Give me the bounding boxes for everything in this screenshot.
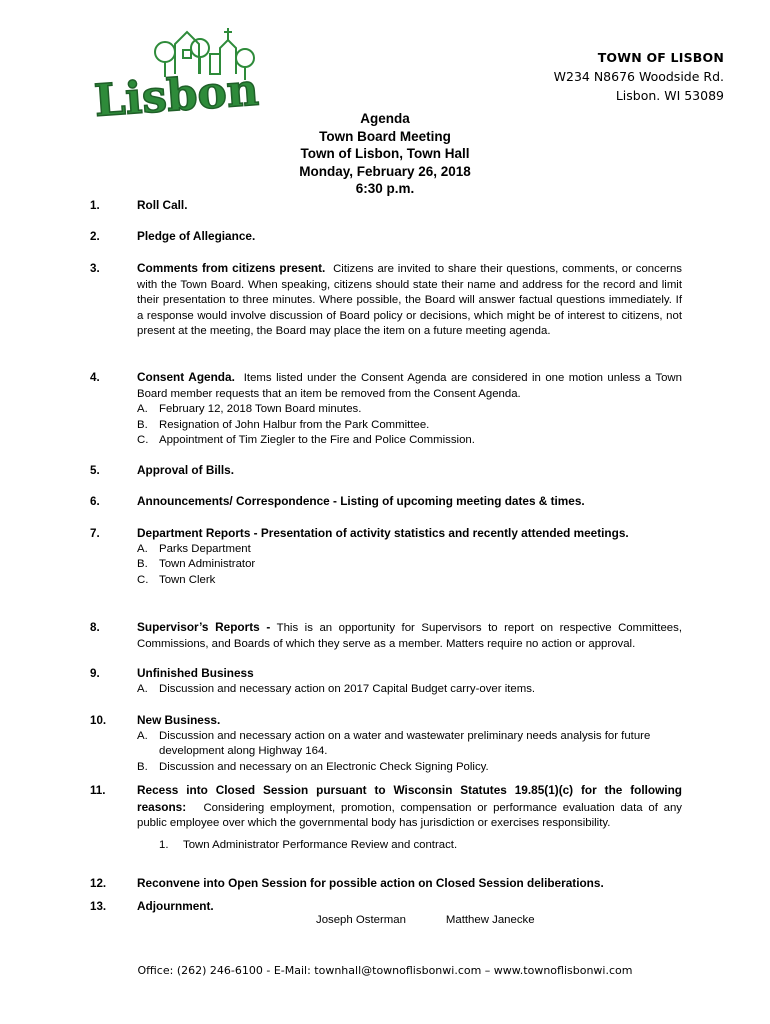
sub-item bbox=[137, 573, 682, 589]
item-heading: Recess into Closed Session pursuant to Wisconsin Statutes 19.85(1)(c) for the following reasons: bbox=[137, 783, 682, 814]
item-heading: Roll Call. bbox=[137, 198, 188, 212]
sub-item-label: B. bbox=[137, 418, 148, 431]
sub-item-label: B. bbox=[137, 760, 148, 773]
sub-item bbox=[137, 729, 682, 760]
sub-item bbox=[137, 760, 682, 776]
sub-item-label: B. bbox=[137, 558, 148, 571]
page-footer: Office: (262) 246-6100 - E-Mail: townhall@townoflisbonwi.com – www.townoflisbonwi.com bbox=[137, 964, 633, 977]
sub-item-label: C. bbox=[137, 573, 149, 586]
agenda-item-10 bbox=[90, 713, 682, 775]
item-heading: Reconvene into Open Session for possible action on Closed Session deliberations. bbox=[137, 876, 604, 890]
meeting-time: 6:30 p.m. bbox=[355, 181, 415, 196]
sub-item-label: A. bbox=[137, 542, 148, 555]
signature-block bbox=[316, 914, 535, 926]
agenda-item-9 bbox=[90, 666, 682, 697]
numbered-sub-item bbox=[137, 838, 682, 854]
item-number: 13. bbox=[90, 900, 107, 913]
sub-item-text: Town Administrator bbox=[159, 558, 256, 571]
sub-item-text: Resignation of John Halbur from the Park Committee. bbox=[159, 418, 430, 431]
item-heading: Comments from citizens present. bbox=[137, 261, 326, 275]
agenda-item-12 bbox=[90, 876, 682, 893]
item-text: Considering employment, promotion, compensation or performance evaluation data of any public employee over which the governmental body has jurisdiction or exercises responsibility. bbox=[137, 801, 682, 830]
item-number: 3. bbox=[90, 262, 100, 275]
agenda-item-6 bbox=[90, 494, 682, 511]
agenda-item-11 bbox=[90, 783, 682, 853]
item-heading: Consent Agenda. bbox=[137, 370, 235, 384]
agenda-item-4 bbox=[90, 370, 682, 449]
sub-item-label: A. bbox=[137, 682, 148, 695]
sub-item-text: Appointment of Tim Ziegler to the Fire and Police Commission. bbox=[159, 434, 475, 447]
item-number: 7. bbox=[90, 527, 100, 540]
agenda-item-7 bbox=[90, 526, 682, 588]
town-name: TOWN OF LISBON bbox=[597, 50, 724, 65]
sub-item-text: February 12, 2018 Town Board minutes. bbox=[159, 403, 362, 416]
item-heading: Approval of Bills. bbox=[137, 463, 235, 477]
item-number: 9. bbox=[90, 667, 100, 680]
sub-item-label: A. bbox=[137, 729, 148, 742]
agenda-title: Agenda bbox=[360, 111, 410, 126]
item-heading: Unfinished Business bbox=[137, 666, 254, 680]
sub-item bbox=[137, 402, 682, 418]
item-number: 5. bbox=[90, 464, 100, 477]
meeting-type: Town Board Meeting bbox=[319, 128, 451, 144]
item-heading: Announcements/ Correspondence - Listing of upcoming meeting dates & times. bbox=[137, 494, 585, 508]
item-heading: Adjournment. bbox=[137, 899, 214, 913]
meeting-date: Monday, February 26, 2018 bbox=[299, 163, 471, 179]
agenda-item-3 bbox=[90, 261, 682, 340]
logo-wordmark: Lisbon bbox=[92, 64, 261, 120]
item-number: 4. bbox=[90, 371, 100, 384]
sub-item bbox=[137, 557, 682, 573]
sub-item-text: Discussion and necessary action on 2017 Capital Budget carry-over items. bbox=[159, 682, 536, 695]
sub-item-text: Discussion and necessary on an Electronic Check Signing Policy. bbox=[159, 760, 489, 773]
sub-item-text: Discussion and necessary action on a water and wastewater preliminary needs analysis for future development along Highway 164. bbox=[159, 729, 651, 758]
sub-item-text: Town Clerk bbox=[159, 573, 216, 586]
item-number: 8. bbox=[90, 621, 100, 634]
item-text: Citizens are invited to share their questions, comments, or concerns with the Town Board. When speaking, citizens should state their name and address for the record and limit their presentation to three minutes. Where possible, the Board will answer factual questions immediately. If a response would involve discussion of Board policy or decisions, which might be of interest to citizens, not present at the meeting, the Board may place the item on a future meeting agenda. bbox=[137, 263, 682, 338]
signature-name: Matthew Janecke bbox=[445, 914, 535, 926]
item-number: 2. bbox=[90, 230, 100, 243]
item-number: 10. bbox=[90, 714, 107, 727]
agenda-title-block bbox=[0, 110, 770, 198]
item-number: 1. bbox=[90, 199, 100, 212]
sub-item-label: C. bbox=[137, 434, 149, 447]
item-text: Items listed under the Consent Agenda are considered in one motion unless a Town Board member requests that an item be removed from the Consent Agenda. bbox=[137, 372, 682, 400]
item-heading: Supervisor’s Reports - bbox=[137, 620, 271, 634]
sub-item-label: 1. bbox=[159, 838, 169, 851]
town-logo bbox=[90, 22, 280, 120]
item-text: This is an opportunity for Supervisors to report on respective Committees, Commissions, and Boards of which they serve as a member. Matters require no action or approval. bbox=[137, 622, 682, 650]
signature-name: Joseph Osterman bbox=[316, 914, 406, 926]
item-heading: Department Reports - Presentation of activity statistics and recently attended meetings. bbox=[137, 526, 629, 540]
sub-item bbox=[137, 682, 682, 698]
town-address-block bbox=[554, 48, 724, 105]
item-number: 11. bbox=[90, 784, 106, 797]
sub-item bbox=[137, 433, 682, 449]
sub-item-text: Parks Department bbox=[159, 542, 251, 555]
sub-item-text: Town Administrator Performance Review and contract. bbox=[183, 838, 458, 851]
sub-item-label: A. bbox=[137, 403, 148, 416]
address-line-1: W234 N8676 Woodside Rd. bbox=[553, 69, 724, 84]
item-number: 12. bbox=[90, 877, 107, 890]
address-line-2: Lisbon. WI 53089 bbox=[615, 88, 724, 103]
agenda-item-5 bbox=[90, 463, 682, 480]
sub-item bbox=[137, 418, 682, 434]
agenda-item-2 bbox=[90, 229, 682, 246]
item-number: 6. bbox=[90, 495, 100, 508]
item-heading: Pledge of Allegiance. bbox=[137, 229, 256, 243]
agenda-item-8 bbox=[90, 620, 682, 652]
meeting-location: Town of Lisbon, Town Hall bbox=[300, 146, 470, 161]
agenda-item-1 bbox=[90, 198, 682, 215]
sub-item bbox=[137, 542, 682, 558]
item-heading: New Business. bbox=[137, 713, 221, 727]
